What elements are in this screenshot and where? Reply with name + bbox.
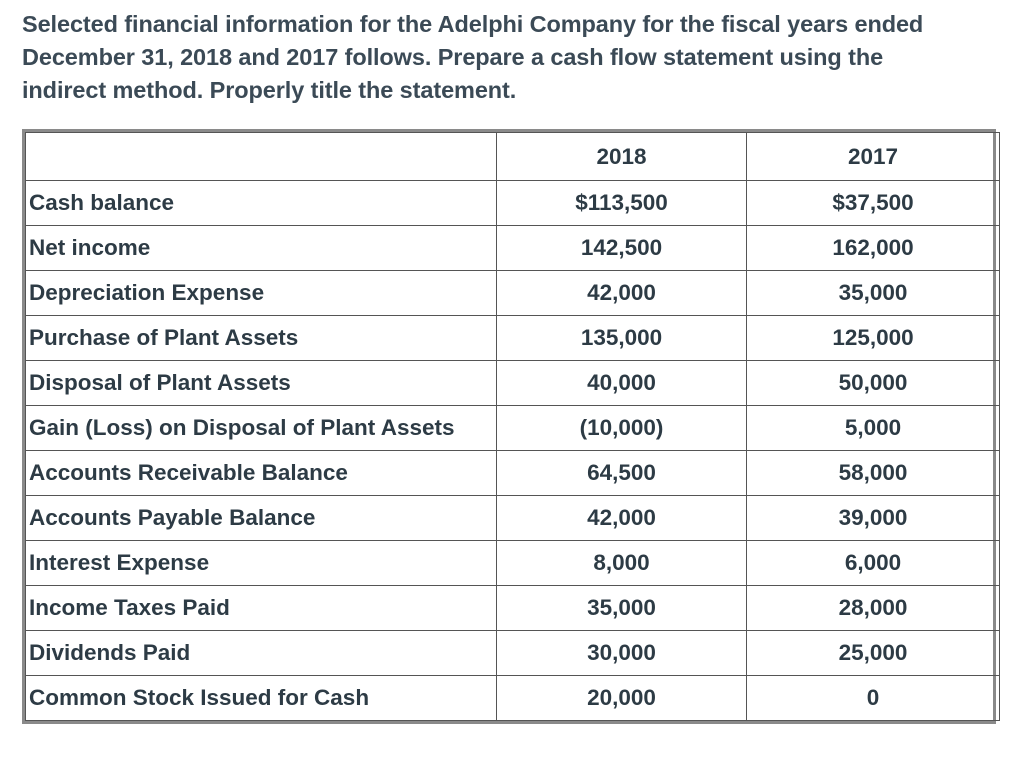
value-2018: 42,000: [497, 496, 747, 541]
value-2018: 135,000: [497, 316, 747, 361]
value-2017: $37,500: [747, 181, 1000, 226]
value-2017: 39,000: [747, 496, 1000, 541]
prompt-line-3: indirect method. Properly title the statement.: [22, 77, 517, 103]
row-label: Cash balance: [26, 181, 497, 226]
table-row: [26, 226, 1000, 271]
prompt-line-1: Selected financial information for the Adelphi Company for the fiscal years ended: [22, 11, 924, 37]
table-row: [26, 361, 1000, 406]
value-2018: 142,500: [497, 226, 747, 271]
value-2017: 58,000: [747, 451, 1000, 496]
value-2017: 125,000: [747, 316, 1000, 361]
header-2018: 2018: [497, 133, 747, 181]
table-row: [26, 316, 1000, 361]
row-label: Common Stock Issued for Cash: [26, 676, 497, 721]
value-2018: 40,000: [497, 361, 747, 406]
table-row: [26, 271, 1000, 316]
value-2018: 64,500: [497, 451, 747, 496]
header-2017: 2017: [747, 133, 1000, 181]
table-header-row: [26, 133, 1000, 181]
value-2017: 50,000: [747, 361, 1000, 406]
value-2017: 162,000: [747, 226, 1000, 271]
value-2017: 0: [747, 676, 1000, 721]
row-label: Net income: [26, 226, 497, 271]
prompt-line-2: December 31, 2018 and 2017 follows. Prepare a cash flow statement using the: [22, 44, 884, 70]
table-row: [26, 181, 1000, 226]
row-label: Accounts Payable Balance: [26, 496, 497, 541]
value-2017: 6,000: [747, 541, 1000, 586]
header-label-cell: [26, 133, 497, 181]
table-row: [26, 631, 1000, 676]
row-label: Income Taxes Paid: [26, 586, 497, 631]
row-label: Dividends Paid: [26, 631, 497, 676]
row-label: Accounts Receivable Balance: [26, 451, 497, 496]
row-label: Gain (Loss) on Disposal of Plant Assets: [26, 406, 497, 451]
value-2018: 42,000: [497, 271, 747, 316]
question-prompt: [22, 8, 1012, 107]
row-label: Disposal of Plant Assets: [26, 361, 497, 406]
value-2017: 28,000: [747, 586, 1000, 631]
table-row: [26, 451, 1000, 496]
financial-data-table: [22, 129, 996, 724]
value-2017: 5,000: [747, 406, 1000, 451]
row-label: Depreciation Expense: [26, 271, 497, 316]
table-row: [26, 541, 1000, 586]
value-2018: 30,000: [497, 631, 747, 676]
value-2018: 35,000: [497, 586, 747, 631]
row-label: Purchase of Plant Assets: [26, 316, 497, 361]
row-label: Interest Expense: [26, 541, 497, 586]
value-2018: (10,000): [497, 406, 747, 451]
value-2018: 20,000: [497, 676, 747, 721]
table-row: [26, 586, 1000, 631]
value-2018: $113,500: [497, 181, 747, 226]
value-2017: 35,000: [747, 271, 1000, 316]
value-2018: 8,000: [497, 541, 747, 586]
table-row: [26, 676, 1000, 721]
table-row: [26, 406, 1000, 451]
value-2017: 25,000: [747, 631, 1000, 676]
table-row: [26, 496, 1000, 541]
